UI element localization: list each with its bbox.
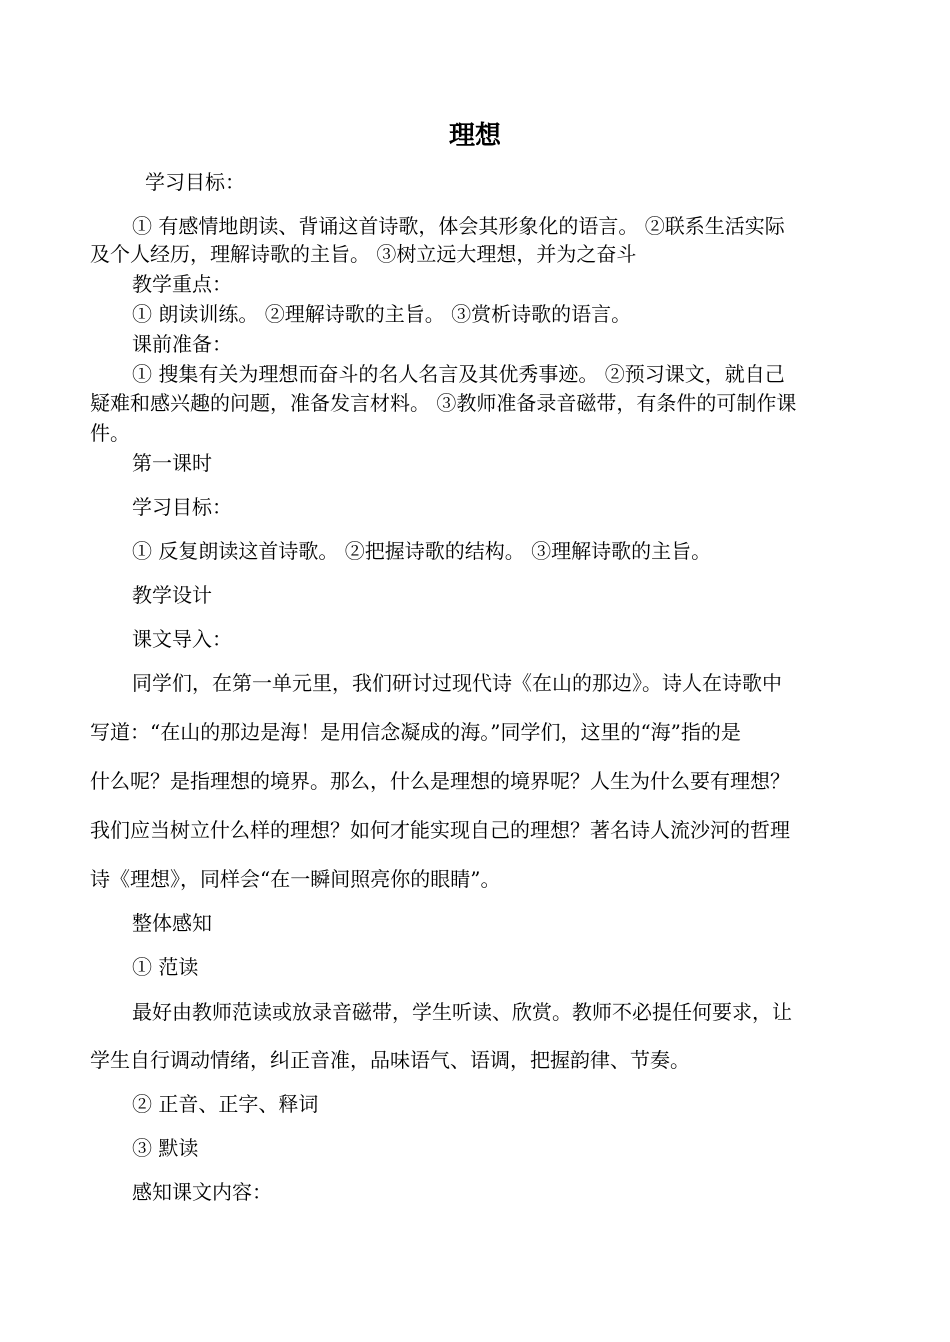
text-line: 同学们，在第一单元里，我们研讨过现代诗《在山的那边》。诗人在诗歌中 [132, 671, 782, 695]
text-line: 最好由教师范读或放录音磁带，学生听读、欣赏。教师不必提任何要求，让 [132, 1000, 792, 1024]
text-line: 学习目标： [132, 495, 232, 519]
text-line: ① 搜集有关为理想而奋斗的名人名言及其优秀事迹。 ②预习课文，就自己 [132, 362, 785, 386]
page-title: 理想 [448, 121, 501, 151]
text-line: ② 正音、正字、释词 [132, 1092, 319, 1116]
text-line: 什么呢？是指理想的境界。那么，什么是理想的境界呢？人生为什么要有理想？ [90, 769, 790, 793]
text-line: 件。 [90, 421, 130, 445]
text-line: 学习目标： [145, 170, 245, 194]
text-line: ① 反复朗读这首诗歌。 ②把握诗歌的结构。 ③理解诗歌的主旨。 [132, 539, 712, 563]
text-line: 写道：“在山的那边是海！是用信念凝成的海。”同学们，这里的“海”指的是 [90, 720, 741, 744]
text-line: 感知课文内容： [132, 1180, 272, 1204]
text-line: 及个人经历，理解诗歌的主旨。 ③树立远大理想，并为之奋斗 [90, 242, 637, 266]
text-line: ① 有感情地朗读、背诵这首诗歌，体会其形象化的语言。 ②联系生活实际 [132, 214, 785, 238]
text-line: ③ 默读 [132, 1136, 199, 1160]
text-line: 课前准备： [132, 332, 232, 356]
text-line: ① 范读 [132, 955, 199, 979]
text-line: 教学设计 [132, 583, 212, 607]
text-line: 我们应当树立什么样的理想？如何才能实现自己的理想？著名诗人流沙河的哲理 [90, 818, 790, 842]
text-line: 疑难和感兴趣的问题，准备发言材料。 ③教师准备录音磁带，有条件的可制作课 [90, 391, 797, 415]
text-line: 课文导入： [132, 627, 232, 651]
text-line: 整体感知 [132, 911, 212, 935]
text-line: 诗《理想》，同样会“在一瞬间照亮你的眼睛”。 [90, 867, 501, 891]
text-line: 学生自行调动情绪，纠正音准，品味语气、语调，把握韵律、节奏。 [90, 1048, 690, 1072]
text-line: 教学重点： [132, 272, 232, 296]
text-line: ① 朗读训练。 ②理解诗歌的主旨。 ③赏析诗歌的语言。 [132, 302, 632, 326]
text-line: 第一课时 [132, 451, 212, 475]
